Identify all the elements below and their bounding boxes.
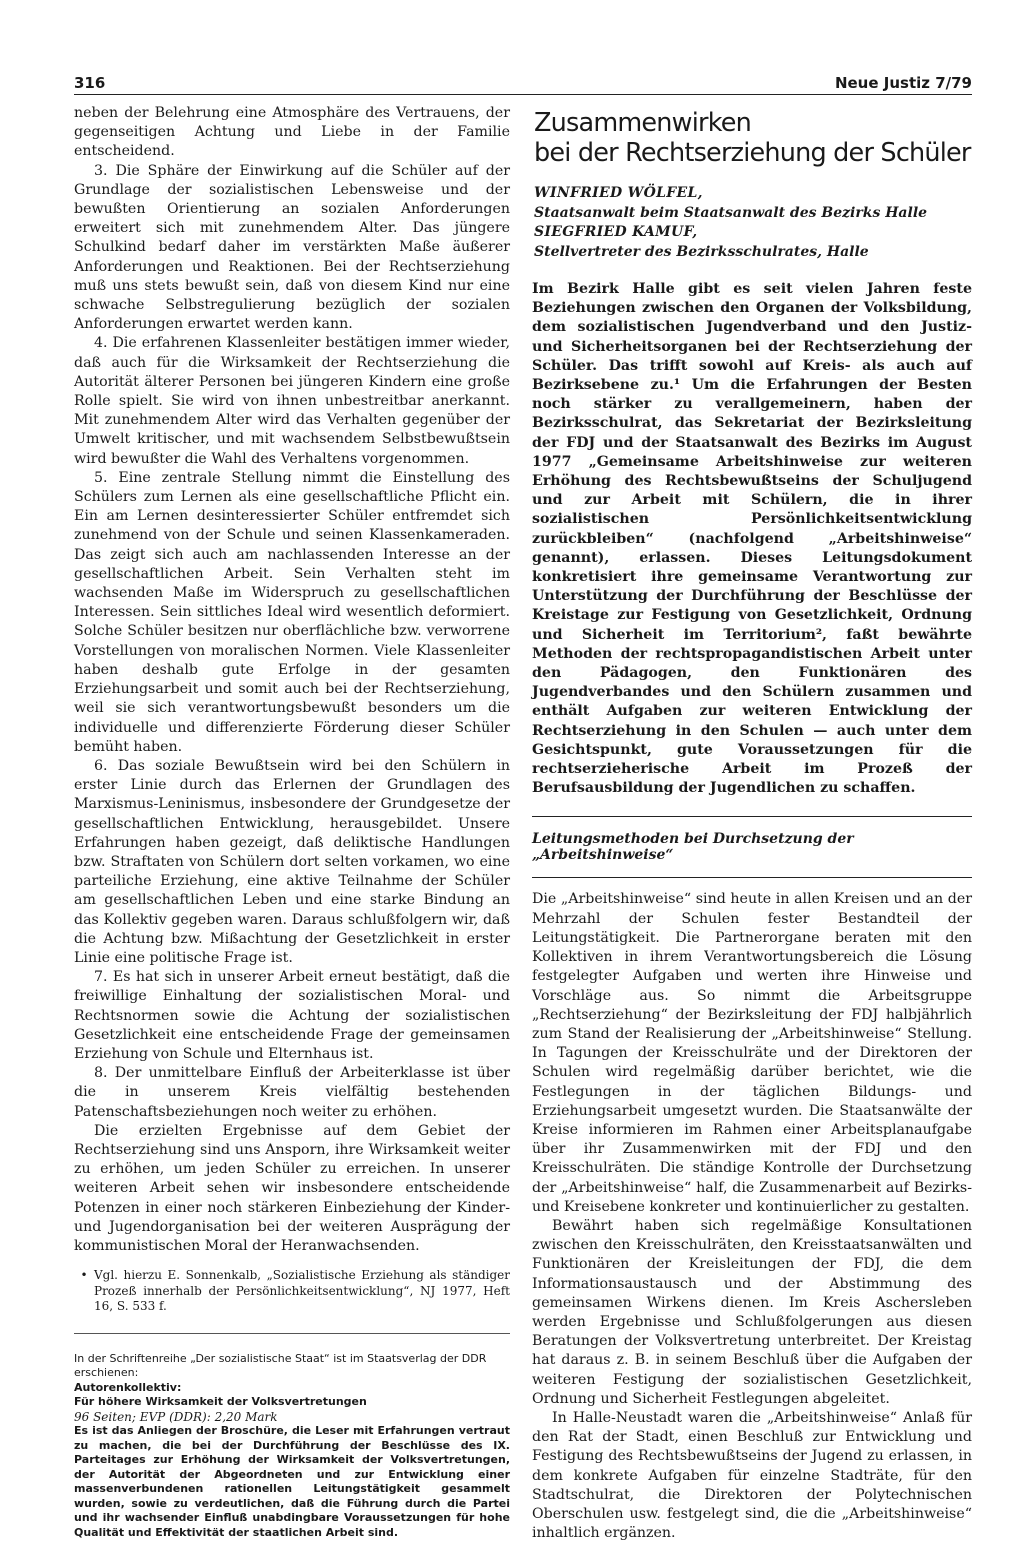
paragraph: Die erzielten Ergebnisse auf dem Gebiet der Rechtserziehung sind uns Ansporn, ihre Wirksamkeit weiter zu erhöhen, um jeden Schüler zu erreichen. In unserer weiteren Arbeit sehen wir insbesondere entscheidende Potenzen in einer noch stärkeren Einbeziehung der Kinder- und Jugendorganisation bei der weiteren Ausprägung der kommunistischen Moral der Heranwachsenden. [74,1122,510,1254]
paragraph: 6. Das soziale Bewußtsein wird bei den Schülern in erster Linie durch das Erlernen der Grundlagen des Marxismus-Leninismus, insbesondere der Grundgesetze der gesellschaftlichen Entwicklung, herausgebildet. Unsere Erfahrungen haben gezeigt, daß deliktische Handlungen bzw. Straftaten von Schülern dort selten vorkamen, wo eine parteiliche Erziehung, eine aktive Teilnahme der Schüler am gesellschaftlichen Leben und eine starke Bindung an das Kollektiv gegeben waren. Daraus schlußfolgern wir, daß die Achtung bzw. Mißachtung der Gesetzlichkeit in erster Linie eine politische Frage ist. [74,757,510,966]
notice-author: Autorenkollektiv: [74,1380,182,1394]
author-role: Staatsanwalt beim Staatsanwalt des Bezirks Halle [534,204,928,221]
page-header [74,72,972,95]
author-name: SIEGFRIED KAMUF, [534,224,698,240]
paragraph: 4. Die erfahrenen Klassenleiter bestätigen immer wieder, daß auch für die Wirksamkeit der Rechtserziehung die Autorität älterer Personen bei jüngeren Kindern eine große Rolle spielt. Sie wird von ihnen unbestreitbar anerkannt. Mit zunehmendem Alter wird das Verhalten gegenüber der Umwelt kritischer, und mit wachsendem Selbstbewußtsein wird bewußter die Wahl des Verhaltens vorgenommen. [74,335,510,467]
right-column [532,104,972,1543]
paragraph: neben der Belehrung eine Atmosphäre des Vertrauens, der gegenseitigen Achtung und Liebe in der Familie entscheidend. [74,105,510,160]
notice-body: Es ist das Anliegen der Broschüre, die Leser mit Erfahrungen vertraut zu machen, die bei der Durchführung der Beschlüsse des IX. Parteitages zur Erhöhung der Wirksamkeit der Volksvertretungen, der Autorität der Abgeordneten und zur Entwicklung einer massenverbundenen rationellen Leitungstätigkeit gesammelt wurden, sowie zu verdeutlichen, daß die Führung durch die Partei und ihr wachsender Einfluß unabdingbare Voraussetzungen für hohe Qualität und Effektivität der staatlichen Arbeit sind. [74,1424,510,1539]
paragraph: 5. Eine zentrale Stellung nimmt die Einstellung des Schülers zum Lernen als eine gesellschaftliche Pflicht ein. Ein am Lernen desinteressierter Schüler entfremdet sich zunehmend von der Schule und seinen Klassenkameraden. Das zeigt sich auch am nachlassenden Interesse an der gesellschaftlichen Arbeit. Sein Verhalten steht im wachsenden Maße im Widerspruch zu gesellschaftlichen Interessen. Sein sittliches Ideal wird wesentlich deformiert. Solche Schüler besitzen nur oberflächliche bzw. verworrene Vorstellungen von moralischen Normen. Viele Klassenleiter haben deshalb gute Erfolge in der gesamten Erziehungsarbeit und somit auch bei der Rechtserziehung, weil sie sich verantwortungsbewußt besonders um die individuelle und differenzierte Förderung dieser Schüler bemüht haben. [74,469,510,755]
paragraph: 3. Die Sphäre der Einwirkung auf die Schüler auf der Grundlage der sozialistischen Lebensweise und der bewußten Orientierung an sozialen Anforderungen erweitert sich mit zunehmendem Alter. Das jüngere Schulkind bedarf daher im verstärkten Maße äußerer Anforderungen und Reaktionen. Bei der Rechtserziehung muß uns stets bewußt sein, daß von diesem Kind nur eine schwache Selbstregulierung bezüglich der sozialen Anforderungen erwartet werden kann. [74,162,510,333]
notice-price: 96 Seiten; EVP (DDR): 2,20 Mark [74,1409,278,1424]
paragraph: 8. Der unmittelbare Einfluß der Arbeiterklasse ist über die in unserem Kreis vielfältig bestehenden Patenschaftsbeziehungen noch weiter zu erhöhen. [74,1065,510,1120]
paragraph: 7. Es hat sich in unserer Arbeit erneut bestätigt, daß die freiwillige Einhaltung der sozialistischen Moral- und Rechtsnormen sowie die Achtung der sozialistischen Gesetzlichkeit eine entscheidende Frage der gemeinsamen Erziehung von Schule und Elternhaus ist. [74,969,510,1062]
page-number: 316 [74,74,106,92]
notice-intro: In der Schriftenreihe „Der sozialistische Staat“ ist im Staatsverlag der DDR erschienen: [74,1351,487,1380]
journal-name: Neue Justiz 7/79 [834,74,972,92]
paragraph: Bewährt haben sich regelmäßige Konsultationen zwischen den Kreisschulräten, den Kreisstaatsanwälten und Funktionären der Kreisleitungen der FDJ, die dem Informationsaustausch und der Abstimmung des gemeinsamen Wirkens dienen. Im Kreis Aschersleben werden Ergebnisse und Schlußfolgerungen aus diesen Beratungen der Volksvertretung unterbreitet. Der Kreistag hat daraus z. B. in seinem Beschluß über die Aufgaben der weiteren Festigung der sozialistischen Gesetzlichkeit, Ordnung und Sicherheit Festlegungen abgeleitet. [532,1217,972,1407]
divider [532,816,972,817]
left-column [74,104,510,1540]
footnote-text: Vgl. hierzu E. Sonnenkalb, „Sozialistische Erziehung als ständiger Prozeß innerhalb der Persönlichkeitsentwicklung“, NJ 1977, Heft 16, S. 533 f. [94,1268,510,1314]
paragraph: Die „Arbeitshinweise“ sind heute in allen Kreisen und an der Mehrzahl der Schulen fester Bestandteil der Leitungstätigkeit. Die Partnerorgane beraten mit den Kollektiven in ihrem Verantwortungsbereich die Lösung festgelegter Aufgaben und werten ihre Hinweise und Vorschläge aus. So nimmt die Arbeitsgruppe „Rechtserziehung“ der Bezirksleitung der FDJ halbjährlich zum Stand der Realisierung der „Arbeitshinweise“ Stellung. In Tagungen der Kreisschulräte und der Direktoren der Schulen wird regelmäßig darüber berichtet, wie die Festlegungen in der täglichen Bildungs- und Erziehungsarbeit umgesetzt wurden. Die Staatsanwälte der Kreise informieren im Rahmen einer Arbeitsplanaufgabe über ihr Zusammenwirken mit der FDJ und den Kreisschulräten. Die ständige Kontrolle der Durchsetzung der „Arbeitshinweise“ half, die Zusammenarbeit auf Bezirks- und Kreisebene konkreter und kontinuierlicher zu gestalten. [532,891,972,1215]
divider [74,1333,510,1334]
lead-paragraph: Im Bezirk Halle gibt es seit vielen Jahren feste Beziehungen zwischen den Organen der Volksbildung, dem sozialistischen Jugendverband und den Justiz- und Sicherheitsorganen bei der Rechtserziehung der Schüler. Das trifft sowohl auf Kreis- als auch auf Bezirksebene zu.¹ Um die Erfahrungen der Besten noch stärker zu verallgemeinern, haben der Bezirksschulrat, das Sekretariat der Bezirksleitung der FDJ und der Staatsanwalt des Bezirks im August 1977 „Gemeinsame Arbeitshinweise zur weiteren Erhöhung des Rechtsbewußtseins der Schuljugend und zur Arbeit mit Schülern, die in ihrer sozialistischen Persönlichkeitsentwicklung zurückbleiben“ (nachfolgend „Arbeitshinweise“ genannt), erlassen. Dieses Leitungsdokument konkretisiert ihre gemeinsame Verantwortung zur Unterstützung der Durchführung der Beschlüsse der Kreistage zur Festigung von Gesetzlichkeit, Ordnung und Sicherheit im Territorium², faßt bewährte Methoden der rechtspropagandistischen Arbeit unter den Pädagogen, den Funktionären des Jugendverbandes und den Schülern zusammen und enthält Aufgaben zur weiteren Entwicklung der Rechtserziehung in den Schulen — auch unter dem Gesichtspunkt, gute Voraussetzungen für die rechtserzieherische Arbeit im Prozeß der Berufsausbildung der Jugendlichen zu schaffen. [532,281,972,797]
footnote [74,1268,510,1315]
notice-title: Für höhere Wirksamkeit der Volksvertretungen [74,1395,367,1409]
footnote-mark: • [80,1268,88,1283]
article-title [534,108,972,168]
paragraph: In Halle-Neustadt waren die „Arbeitshinweise“ Anlaß für den Rat der Stadt, einen Beschluß zur Entwicklung und Festigung des Rechtsbewußtseins der Jugend zu erlassen, in dem konkrete Aufgaben für einzelne Stadträte, für den Stadtschulrat, die Direktoren der Polytechnischen Oberschulen usw. festgelegt sind, die die „Arbeitshinweise“ inhaltlich ergänzen. [532,1409,972,1542]
author-role: Stellvertreter des Bezirksschulrates, Halle [534,243,869,260]
author-name: WINFRIED WÖLFEL, [534,185,703,201]
article-title-line: Zusammenwirken [534,108,752,138]
section-heading: Leitungsmethoden bei Durchsetzung der „Arbeitshinweise“ [532,831,854,864]
divider [532,877,972,878]
article-title-line: bei der Rechtserziehung der Schüler [534,138,971,168]
publisher-notice [74,1352,510,1541]
